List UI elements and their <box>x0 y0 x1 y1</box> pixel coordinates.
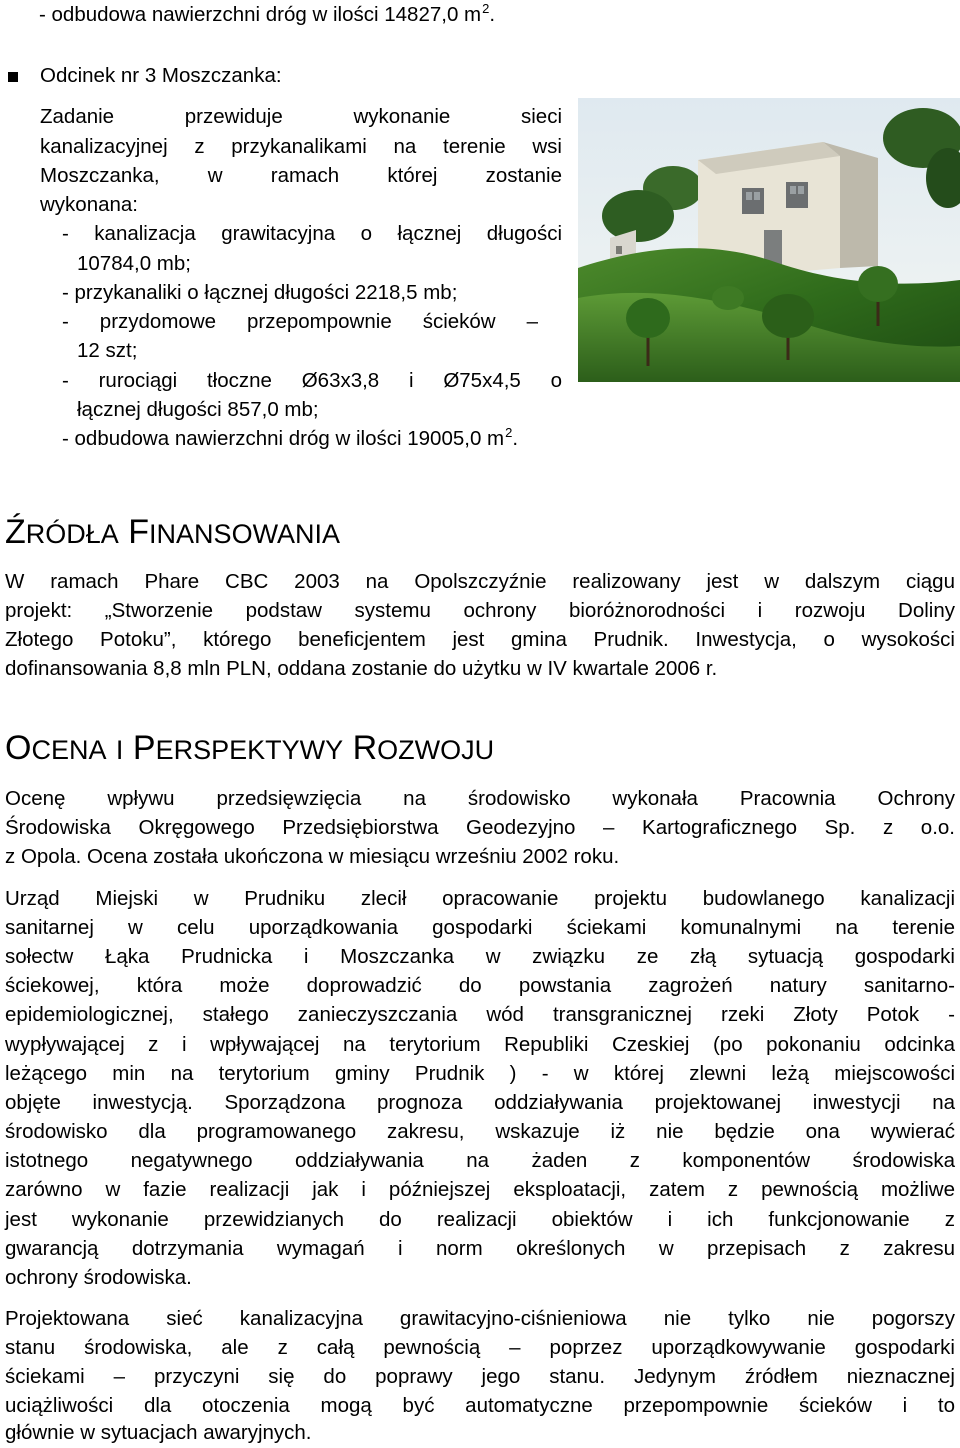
paragraph-line: Ocenę wpływu przedsięwzięcia na środowisko wykonała Pracownia Ochrony <box>5 787 955 810</box>
intro-line: Moszczanka, w ramach której zostanie <box>40 164 562 187</box>
paragraph-line: wypływającej z i wpływającej na terytorium Republiki Czeskiej (po pokonaniu odcinka <box>5 1033 955 1056</box>
paragraph-line: z Opola. Ocena została ukończona w miesiącu wrześniu 2002 roku. <box>5 845 620 868</box>
intro-line: kanalizacyjnej z przykanalikami na terenie wsi <box>40 135 562 158</box>
paragraph-line: epidemiologicznej, stałego zanieczyszczania wód transgranicznej rzeki Złoty Potok - <box>5 1003 955 1026</box>
intro-line: wykonana: <box>40 193 139 216</box>
list-item: - przykanaliki o łącznej długości 2218,5 mb; <box>62 281 458 304</box>
funding-line: Złotego Potoku”, którego beneficjentem jest gmina Prudnik. Inwestycja, o wysokości <box>5 628 955 651</box>
list-item: łącznej długości 857,0 mb; <box>77 398 319 421</box>
paragraph-line: ochrony środowiska. <box>5 1266 192 1289</box>
intro-line: Zadanie przewiduje wykonanie sieci <box>40 105 562 128</box>
paragraph-line: środowisko dla programowanego zakresu, wskazuje iż nie będzie ona wywierać <box>5 1120 955 1143</box>
list-item: - odbudowa nawierzchni dróg w ilości 19005,0 $m^2$. <box>62 425 519 450</box>
paragraph-line: gwarancją dotrzymania wymagań i norm określonych w przepisach z zakresu <box>5 1237 955 1260</box>
funding-line: projekt: „Stworzenie podstaw systemu ochrony bioróżnorodności i rozwoju Doliny <box>5 599 955 622</box>
paragraph-line: jest wykonanie przewidzianych do realizacji obiektów i ich funkcjonowanie z <box>5 1208 955 1231</box>
paragraph-line: istotnego negatywnego oddziaływania na żaden z komponentów środowiska <box>5 1149 955 1172</box>
paragraph-line: objęte inwestycją. Sporządzona prognoza oddziaływania projektowanej inwestycji na <box>5 1091 955 1114</box>
paragraph-line: sanitarnej w celu uporządkowania gospodarki ściekami komunalnymi na terenie <box>5 916 955 939</box>
paragraph-line: ściekami – przyczyni się do poprawy jego stanu. Jedynym źródłem nieznacznej <box>5 1365 955 1388</box>
paragraph-line: zarówno w fazie realizacji jak i późniejszej eksploatacji, zatem z pewnością możliwe <box>5 1178 955 1201</box>
paragraph-line: Środowiska Okręgowego Przedsiębiorstwa Geodezyjno – Kartograficznego Sp. z o.o. <box>5 816 955 839</box>
list-item: - rurociągi tłoczne Ø63x3,8 i Ø75x4,5 o <box>62 369 562 392</box>
paragraph-line: Projektowana sieć kanalizacyjna grawitacyjno-ciśnieniowa nie tylko nie pogorszy <box>5 1307 955 1330</box>
list-item: - kanalizacja grawitacyjna o łącznej długości <box>62 222 562 245</box>
paragraph-line: leżącego min na terytorium gminy Prudnik ) - w której zlewni leżą miejscowości <box>5 1062 955 1085</box>
paragraph-line: uciążliwości dla otoczenia mogą być automatyczne przepompownie ścieków i to <box>5 1394 955 1417</box>
paragraph-line: Urząd Miejski w Prudniku zlecił opracowanie projektu budowlanego kanalizacji <box>5 887 955 910</box>
list-item: 12 szt; <box>77 339 138 362</box>
building-photo <box>578 98 960 382</box>
paragraph-line: sołectw Łąka Prudnicka i Moszczanka w związku ze złą sytuacją gospodarki <box>5 945 955 968</box>
funding-line: dofinansowania 8,8 mln PLN, oddana zostanie do użytku w IV kwartale 2006 r. <box>5 657 718 680</box>
section-heading-funding: ŹRÓDŁA FINANSOWANIA <box>5 513 341 551</box>
funding-line: W ramach Phare CBC 2003 na Opolszczyźnie realizowany jest w dalszym ciągu <box>5 570 955 593</box>
square-bullet-icon <box>8 72 18 82</box>
paragraph-line: ściekowej, która może doprowadzić do powstania zagrożeń natury sanitarno- <box>5 974 955 997</box>
list-item: - odbudowa nawierzchni dróg w ilości 14827,0 $m^2$. <box>39 1 496 26</box>
paragraph-line: stanu środowiska, ale z całą pewnością – poprzez uporządkowywanie gospodarki <box>5 1336 955 1359</box>
paragraph-line: głównie w sytuacjach awaryjnych. <box>5 1421 312 1444</box>
section-heading-assessment: OCENA I PERSPEKTYWY ROZWOJU <box>5 729 495 767</box>
section-title: Odcinek nr 3 Moszczanka: <box>40 64 282 87</box>
list-item: 10784,0 mb; <box>77 252 191 275</box>
list-item: - przydomowe przepompownie ścieków – <box>62 310 538 333</box>
